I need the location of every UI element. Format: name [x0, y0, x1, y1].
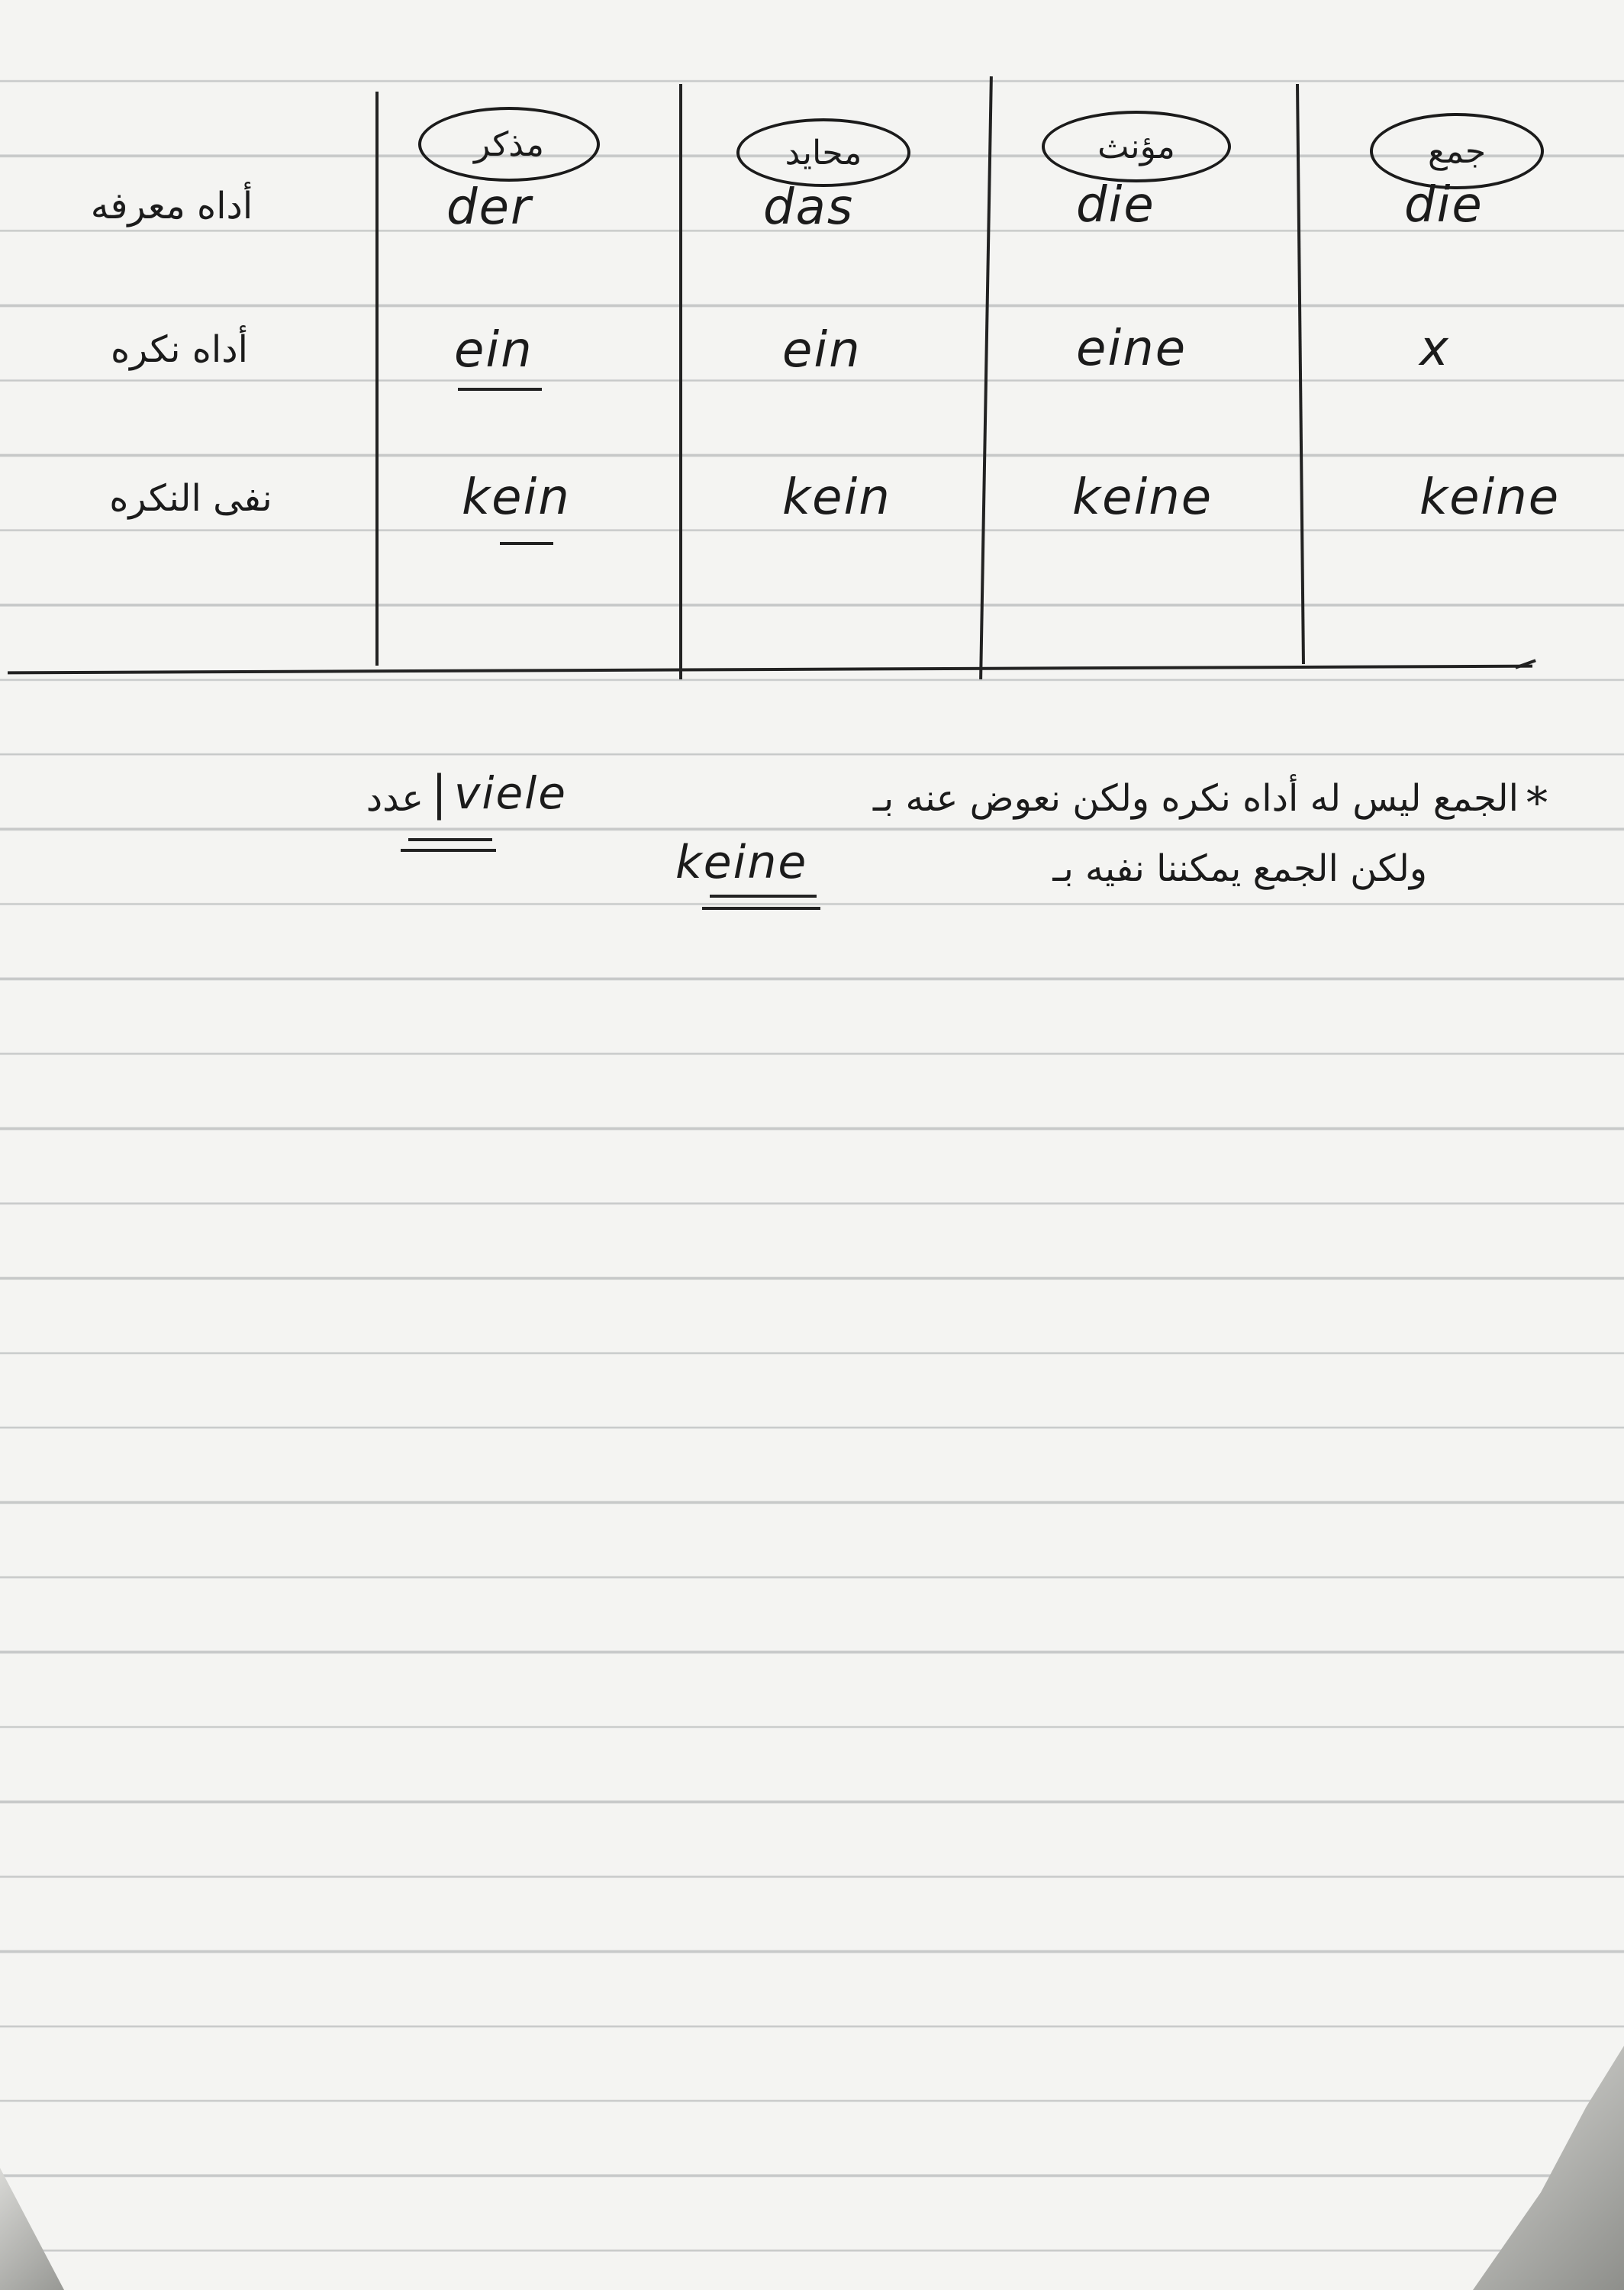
table-bottom-line — [8, 665, 1532, 675]
cell-indefinite-plural: x — [1419, 321, 1450, 377]
underline-viele-1 — [408, 838, 492, 841]
header-neuter-label: محايد — [785, 133, 862, 173]
underline-keine-1 — [710, 895, 817, 898]
column-divider-3 — [979, 76, 993, 679]
bottom-left-corner-shadow — [0, 2168, 92, 2290]
cell-indefinite-neuter: ein — [782, 322, 862, 379]
column-divider-1 — [375, 92, 379, 666]
note-line1-arabic: الجمع ليس له أداه نكره ولكن نعوض عنه بـ — [872, 777, 1519, 820]
cell-negation-masculine: kein — [462, 469, 571, 526]
header-neuter — [736, 118, 910, 187]
header-masculine — [418, 107, 600, 182]
note-line2-word: keine — [675, 836, 808, 889]
row-label-indefinite: أداه نكره — [111, 328, 248, 371]
note-line1-end: عدد — [366, 777, 424, 820]
cell-indefinite-feminine: eine — [1076, 321, 1187, 377]
bottom-right-corner-shadow — [1473, 2046, 1624, 2290]
row-label-negation: نفى النكره — [109, 477, 272, 520]
note-line1-separator: | — [431, 765, 447, 821]
note-line1-word: viele — [454, 767, 567, 819]
cell-indefinite-masculine: ein — [454, 322, 533, 379]
underline-viele-2 — [401, 849, 496, 852]
cell-definite-neuter: das — [763, 179, 855, 236]
header-feminine — [1042, 111, 1231, 182]
header-feminine-label: مؤنث — [1097, 127, 1175, 166]
cell-negation-neuter: kein — [782, 469, 891, 526]
note-star: * — [1526, 779, 1548, 828]
column-divider-2 — [679, 84, 682, 679]
header-plural-label: جمع — [1427, 131, 1487, 171]
underline-kein — [500, 542, 553, 545]
header-masculine-label: مذكر — [474, 124, 544, 164]
cell-negation-plural: keine — [1419, 469, 1561, 526]
row-label-definite: أداه معرفه — [90, 185, 253, 227]
column-divider-4 — [1296, 84, 1305, 664]
cell-definite-masculine: der — [446, 179, 533, 236]
underline-keine-2 — [702, 907, 820, 910]
cell-definite-plural: die — [1404, 177, 1484, 234]
cell-definite-feminine: die — [1076, 177, 1155, 234]
underline-ein — [458, 388, 542, 391]
note-line2-arabic: ولكن الجمع يمكننا نفيه بـ — [1052, 847, 1427, 890]
cell-negation-feminine: keine — [1072, 469, 1213, 526]
